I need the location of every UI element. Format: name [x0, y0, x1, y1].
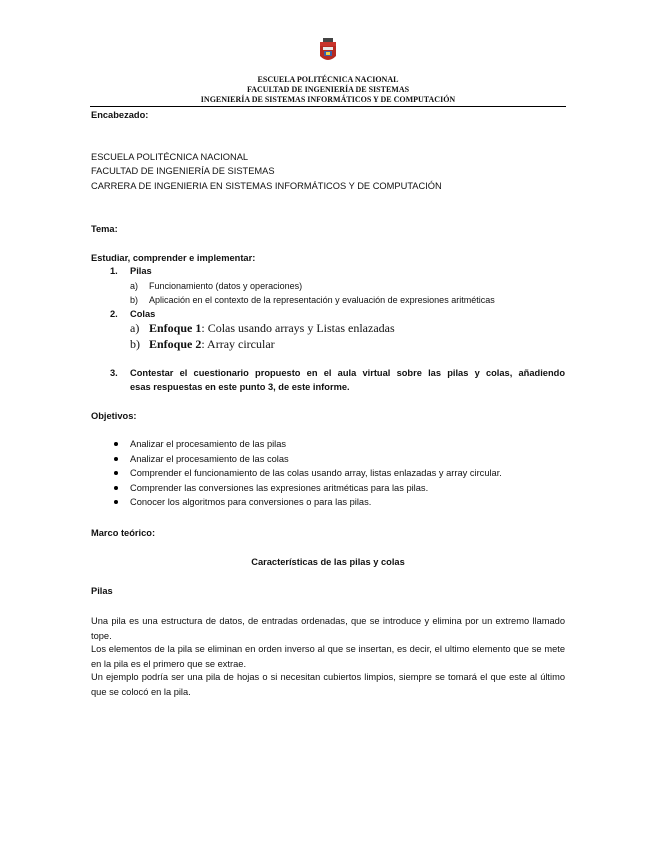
encabezado-line-2: FACULTAD DE INGENIERÍA DE SISTEMAS [91, 166, 275, 176]
letterhead-line-2: FACULTAD DE INGENIERÍA DE SISTEMAS [246, 85, 410, 94]
sub-item-rest: : Colas usando arrays y Listas enlazadas [201, 321, 395, 335]
sub-item-text: Aplicación en el contexto de la representación y evaluación de expresiones aritméticas [149, 295, 495, 305]
objective-item: Analizar el procesamiento de las pilas [130, 439, 287, 449]
section-title: Características de las pilas y colas [251, 557, 405, 567]
item-3-line-1: Contestar el cuestionario propuesto en el aula virtual sobre las pilas y colas, añadiendo [130, 368, 565, 378]
bullet-icon [114, 500, 118, 504]
sub-item-text: Funcionamiento (datos y operaciones) [149, 281, 303, 291]
list-number: 3. [110, 368, 118, 378]
university-seal-icon [318, 38, 338, 64]
paragraph-2: Los elementos de la pila se eliminan en orden inverso al que se insertan, es decir, el ultimo elemento que se mete en la pila es el primero que se extrae. [91, 644, 565, 669]
pilas-title: Pilas [91, 586, 113, 596]
encabezado-label: Encabezado: [91, 110, 149, 120]
bullet-icon [114, 471, 118, 475]
paragraph-1: Una pila es una estructura de datos, de entradas ordenadas, que se introduce y elimina por un extremo llamado tope. [91, 616, 565, 641]
tema-label: Tema: [91, 224, 118, 234]
objective-item: Conocer los algoritmos para conversiones o para las pilas. [130, 497, 372, 507]
encabezado-line-1: ESCUELA POLITÉCNICA NACIONAL [91, 152, 249, 162]
bullet-icon [114, 442, 118, 446]
sub-letter: a) [130, 321, 140, 335]
letterhead-line-1: ESCUELA POLITÉCNICA NACIONAL [257, 75, 399, 84]
bullet-icon [114, 486, 118, 490]
tema-intro: Estudiar, comprender e implementar: [91, 253, 256, 263]
encabezado-line-3: CARRERA DE INGENIERIA EN SISTEMAS INFORMÁTICOS Y DE COMPUTACIÓN [91, 181, 442, 191]
paragraph-3: Un ejemplo podría ser una pila de hojas o si necesitan cubiertos limpios, siempre se tomará el que este al último que se colocó en la pila. [91, 672, 565, 697]
list-item-title: Pilas [130, 266, 152, 276]
sub-item-rest: : Array circular [201, 337, 275, 351]
objetivos-label: Objetivos: [91, 411, 137, 421]
sub-item-bold: Enfoque 2 [149, 337, 202, 351]
list-number: 2. [110, 309, 118, 319]
list-item-title: Colas [130, 309, 156, 319]
item-3-line-2: esas respuestas en este punto 3, de este informe. [130, 382, 350, 392]
list-number: 1. [110, 266, 118, 276]
objective-item: Comprender el funcionamiento de las colas usando array, listas enlazadas y array circular. [130, 468, 502, 478]
sub-letter: b) [130, 337, 140, 351]
objective-item: Analizar el procesamiento de las colas [130, 454, 289, 464]
bullet-icon [114, 457, 118, 461]
objective-item: Comprender las conversiones las expresiones aritméticas para las pilas. [130, 483, 429, 493]
letterhead-divider [90, 106, 566, 107]
letterhead-line-3: INGENIERÍA DE SISTEMAS INFORMÁTICOS Y DE COMPUTACIÓN [200, 95, 456, 104]
sub-letter: b) [130, 295, 139, 305]
sub-item-bold: Enfoque 1 [149, 321, 202, 335]
sub-item-text [149, 337, 275, 351]
sub-letter: a) [130, 281, 139, 291]
marco-label: Marco teórico: [91, 528, 156, 538]
sub-item-text [149, 321, 395, 335]
